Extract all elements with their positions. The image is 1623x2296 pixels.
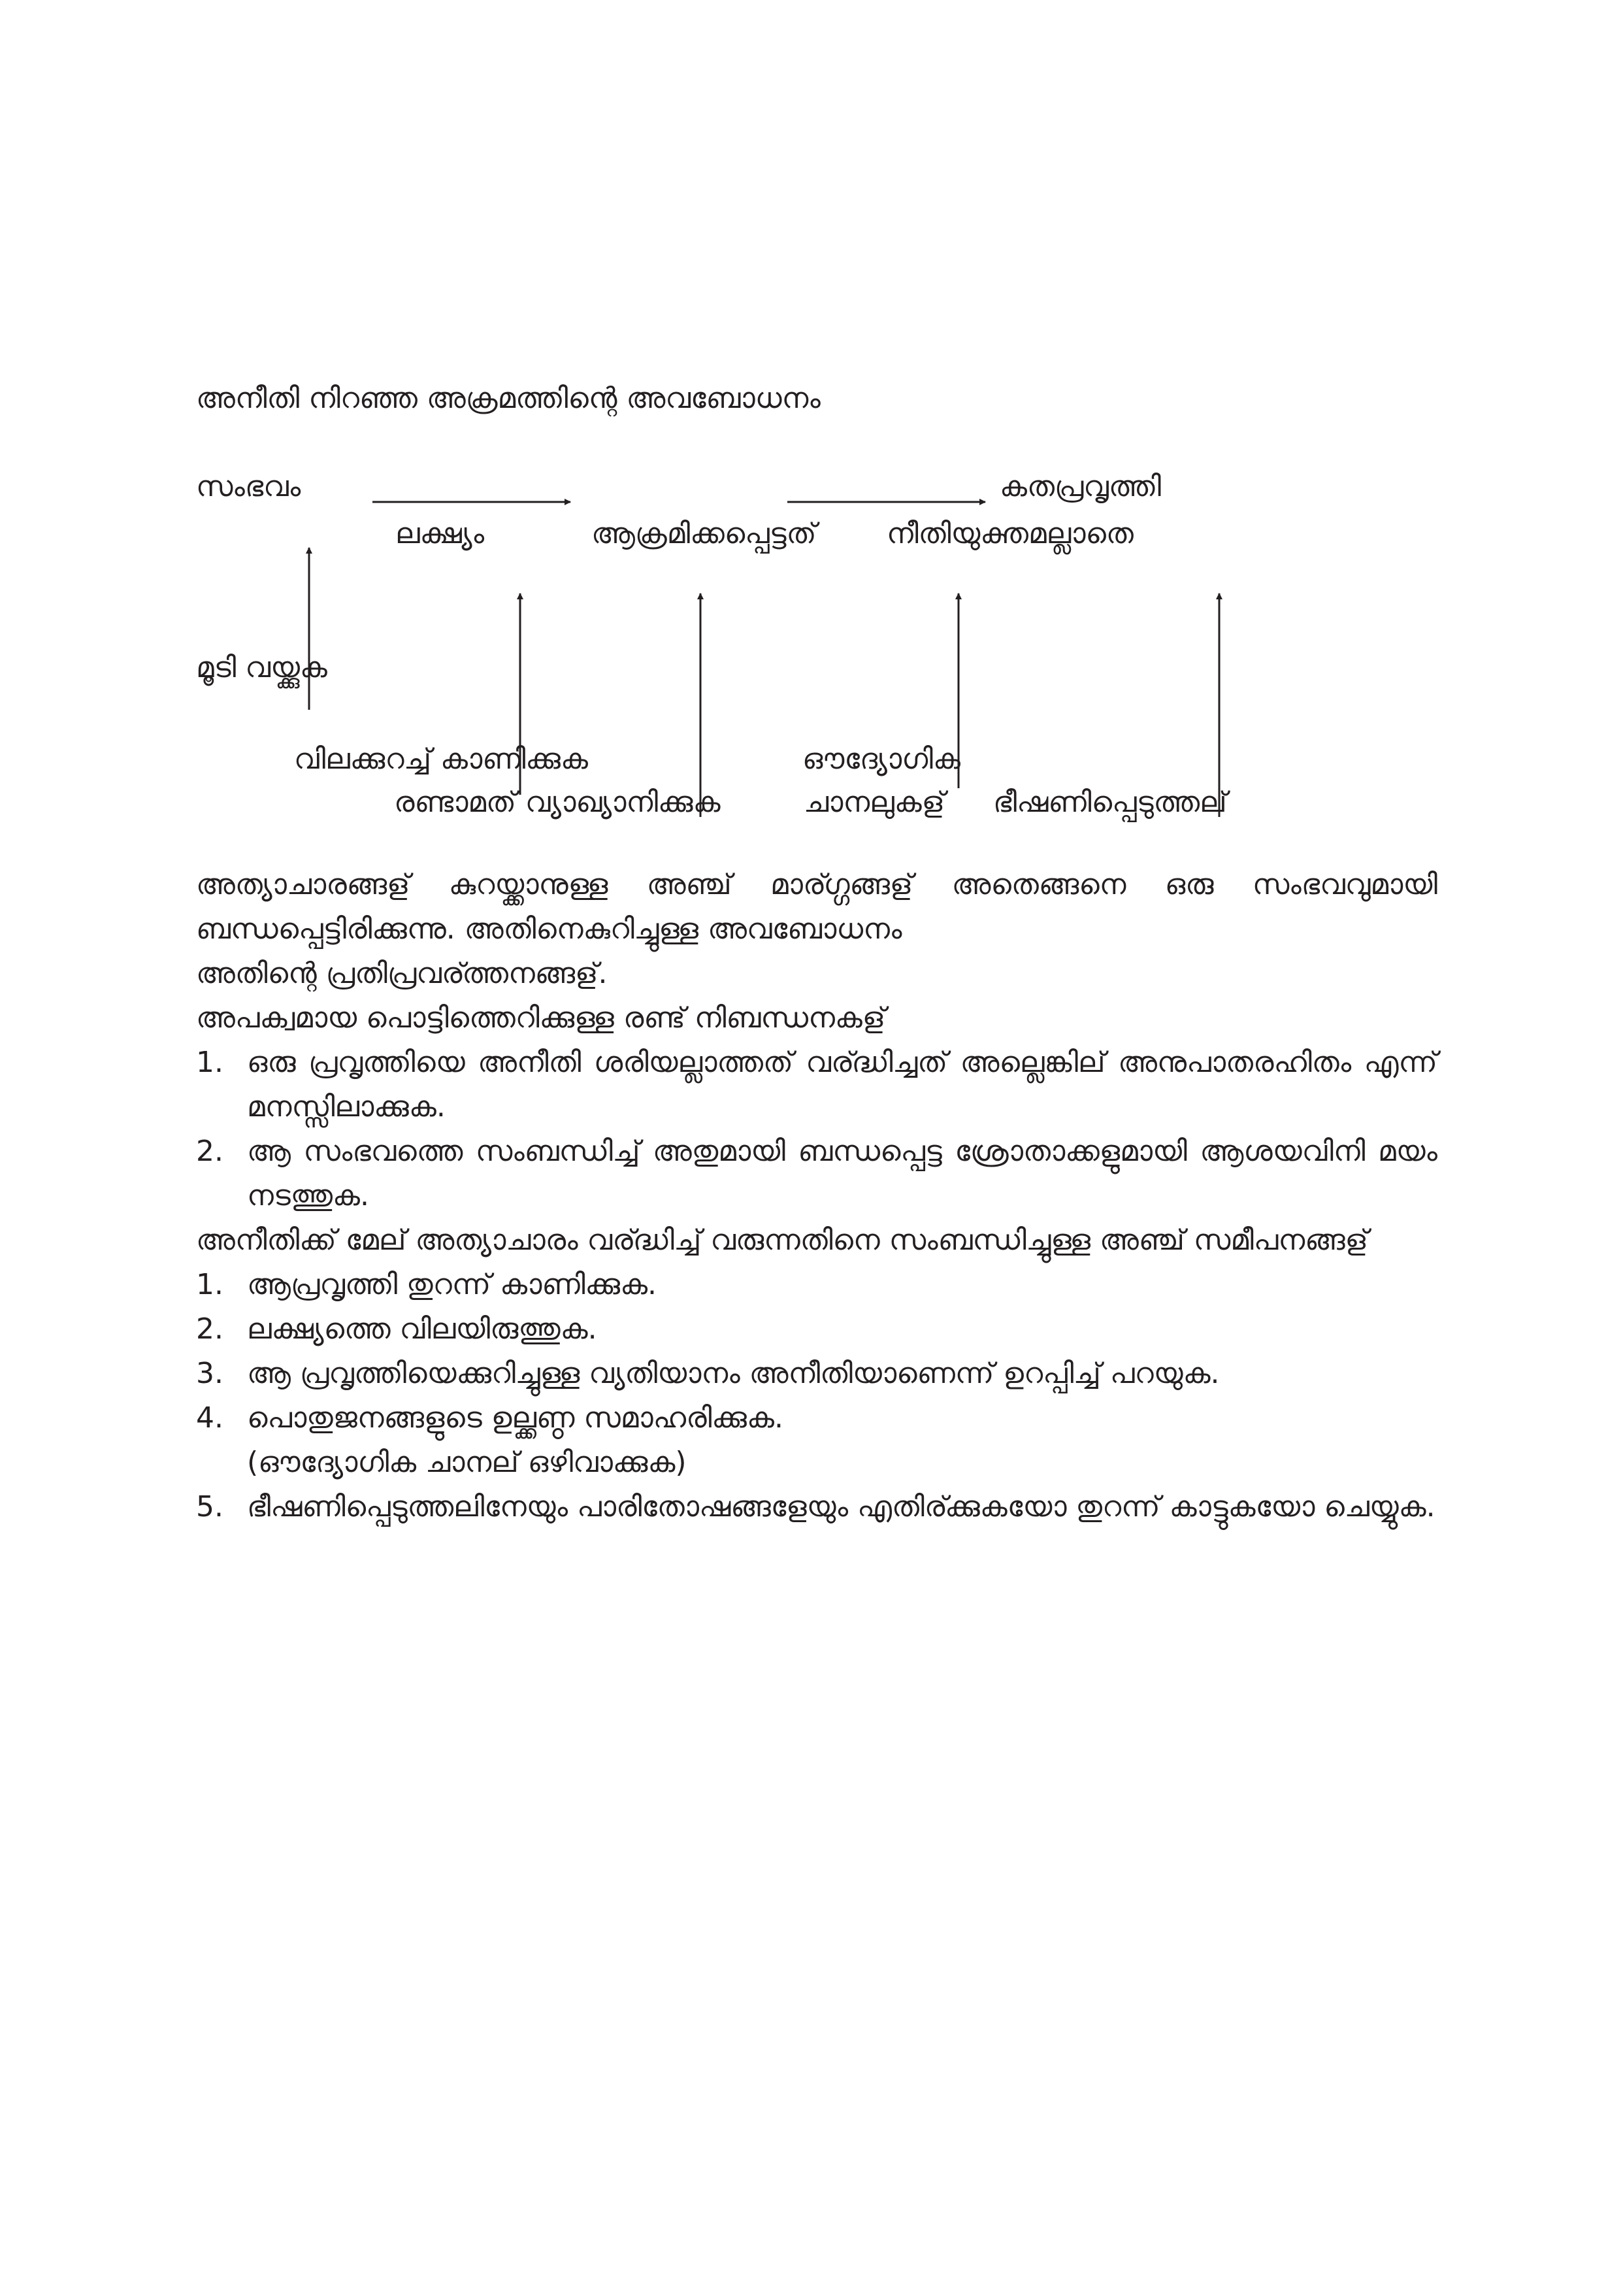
intro-line-1: അത്യാചാരങ്ങള് കുറയ്ക്കാനുള്ള അഞ്ച് മാര്ഗ്ഗങ്ങള് അതെങ്ങനെ ഒരു സംഭവവുമായി ബന്ധപ്പെട്ടിരിക്കുന്നു. അതിനെകുറിച്ചുള്ള അവബോധനം — [196, 868, 1437, 946]
list-item-number: 1. — [196, 1268, 223, 1301]
list-item-text: ഒരു പ്രവൃത്തിയെ അനീതി ശരിയല്ലാത്തത് വര്ദ്ധിച്ചത് അല്ലെങ്കില് അനുപാതരഹിതം എന്ന് മനസ്സിലാക്കുക. — [247, 1046, 1437, 1123]
list-item — [196, 1485, 1437, 1529]
label-neethiyukthamallathe: നീതിയുക്തമല്ലാതെ — [887, 517, 1134, 550]
list-item-text: ലക്ഷ്യത്തെ വിലയിരുത്തുക. — [247, 1312, 597, 1346]
section2-heading: അനീതിക്ക് മേല് അത്യാചാരം വര്ദ്ധിച്ച് വരുന്നതിനെ സംബന്ധിച്ചുള്ള അഞ്ച് സമീപനങ്ങള് — [196, 1223, 1368, 1257]
list-item-text: ആ സംഭവത്തെ സംബന്ധിച്ച് അതുമായി ബന്ധപ്പെട്ട ശ്രോതാക്കളുമായി ആശയവിനി മയം നടത്തുക. — [247, 1135, 1437, 1212]
section1-heading: അപക്വമായ പൊട്ടിത്തെറിക്കുള്ള രണ്ട് നിബന്ധനകള് — [196, 1001, 886, 1035]
list-item-text: ആപ്രവൃത്തി തുറന്ന് കാണിക്കുക. — [247, 1268, 657, 1301]
list-item-number: 3. — [196, 1357, 223, 1390]
list-item-text: ഭീഷണിപ്പെടുത്തലിനേയും പാരിതോഷങ്ങളേയും എതിര്ക്കുകയോ തുറന്ന് കാട്ടുകയോ ചെയ്യുക. — [247, 1490, 1435, 1523]
label-audyogika: ഔദ്യോഗിക — [802, 742, 960, 776]
intro-line-2: അതിന്റെ പ്രതിപ്രവര്ത്തനങ്ങള്. — [196, 957, 608, 990]
list-item — [196, 1307, 1437, 1352]
label-kathapravruthi: കതപ്രവൃത്തി — [1000, 470, 1162, 503]
list-item — [196, 1396, 1437, 1485]
label-bheeshani: ഭീഷണിപ്പെടുത്തല് — [993, 786, 1227, 819]
body-text — [196, 863, 1437, 1529]
list-item — [196, 1352, 1437, 1396]
section1-list — [196, 1040, 1437, 1218]
list-item-text: പൊതുജനങ്ങളുടെ ഉല്ക്കണ്ഠ സമാഹരിക്കുക. — [247, 1401, 783, 1435]
page-title: അനീതി നിറഞ്ഞ അക്രമത്തിന്റെ അവബോധനം — [196, 382, 821, 415]
list-item-number: 5. — [196, 1490, 223, 1523]
list-item-number: 2. — [196, 1312, 223, 1346]
list-item — [196, 1129, 1437, 1218]
intro-paragraph — [196, 863, 1437, 996]
list-item-subtext: (ഔദ്യോഗിക ചാനല് ഒഴിവാക്കുക) — [247, 1446, 687, 1479]
list-item — [196, 1263, 1437, 1307]
list-item-text: ആ പ്രവൃത്തിയെക്കുറിച്ചുള്ള വ്യതിയാനം അനീതിയാണെന്ന് ഉറപ്പിച്ച് പറയുക. — [247, 1357, 1220, 1390]
label-akramikkappettath: ആക്രമിക്കപ്പെട്ടത് — [591, 517, 817, 550]
label-sambhavam: സംഭവം — [196, 470, 301, 503]
label-randamath: രണ്ടാമത് വ്യാഖ്യാനിക്കുക — [394, 786, 721, 819]
label-moodi-vaykkuka: മൂടി വയ്ക്കുക — [196, 651, 327, 684]
list-item-number: 4. — [196, 1401, 223, 1435]
label-vilakkurachu: വിലക്കുറച്ച് കാണിക്കുക — [294, 742, 588, 776]
list-item-number: 1. — [196, 1046, 223, 1079]
label-lakshyam: ലക്ഷ്യം — [395, 517, 485, 550]
label-chanalukal: ചാനലുകള് — [804, 786, 945, 819]
section2-list — [196, 1263, 1437, 1529]
list-item-number: 2. — [196, 1135, 223, 1168]
list-item — [196, 1040, 1437, 1129]
